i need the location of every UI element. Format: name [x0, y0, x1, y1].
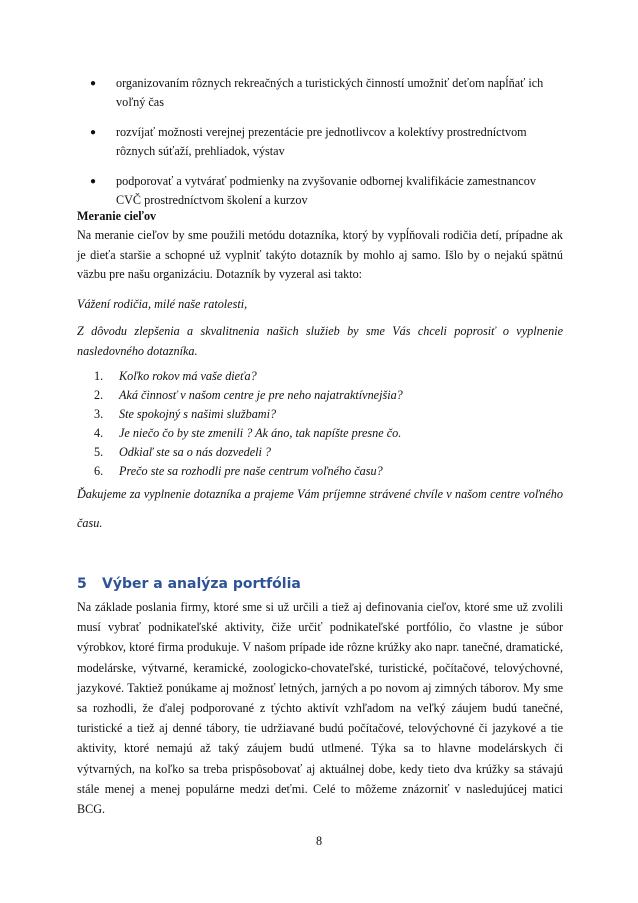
question-item: [94, 462, 534, 481]
question-text: Koľko rokov má vaše dieťa?: [119, 369, 257, 383]
question-text: Aká činnosť v našom centre je pre neho najatraktívnejšia?: [119, 388, 403, 402]
section-number: 5: [77, 576, 87, 592]
bullet-item: [90, 172, 560, 210]
question-item: [94, 443, 534, 462]
questionnaire-thanks: Ďakujeme za vyplnenie dotazníka a prajeme Vám príjemne strávené chvíle v našom centre voľného času.: [77, 487, 563, 530]
question-number: 2.: [94, 388, 104, 402]
bullet-list: [90, 74, 560, 221]
bullet-text: podporovať a vytvárať podmienky na zvyšovanie odbornej kvalifikácie zamestnancov CVČ prostredníctvom školení a kurzov: [116, 174, 536, 207]
bullet-text: organizovaním rôznych rekreačných a turistických činností umožniť deťom napĺňať ich voľný čas: [116, 76, 544, 109]
measurement-paragraph: Na meranie cieľov by sme použili metódu dotazníka, ktorý by vypĺňovali rodičia detí, prípadne ak je dieťa staršie a schopné už vyplniť takýto dotazník by mohlo aj samo. Išlo by o nejakú spätnú väzbu pre našu organizáciu. Dotazník by vyzeral asi takto:: [77, 228, 563, 281]
bullet-text: rozvíjať možnosti verejnej prezentácie pre jednotlivcov a kolektívy prostredníctvom rôznych súťaží, prehliadok, výstav: [116, 125, 527, 158]
bullet-dot-icon: ●: [90, 127, 97, 138]
question-item: [94, 424, 534, 443]
bullet-dot-icon: ●: [90, 78, 97, 89]
question-text: Ste spokojný s našimi službami?: [119, 407, 277, 421]
section-title: Výber a analýza portfólia: [102, 576, 301, 592]
question-item: [94, 405, 534, 424]
measurement-heading: Meranie cieľov: [77, 209, 157, 223]
question-number: 5.: [94, 445, 104, 459]
bullet-item: [90, 123, 560, 161]
question-list: [94, 367, 534, 481]
question-text: Odkiaľ ste sa o nás dozvedeli ?: [119, 445, 272, 459]
questionnaire-greeting: Vážení rodičia, milé naše ratolesti,: [77, 297, 248, 311]
question-item: [94, 367, 534, 386]
question-number: 3.: [94, 407, 104, 421]
question-item: [94, 386, 534, 405]
questionnaire-intro: Z dôvodu zlepšenia a skvalitnenia našich služieb by sme Vás chceli poprosiť o vyplnenie nasledovného dotazníka.: [77, 324, 563, 358]
question-number: 1.: [94, 369, 104, 383]
question-number: 4.: [94, 426, 104, 440]
section-heading: [77, 573, 563, 595]
question-number: 6.: [94, 464, 104, 478]
measurement-section: [77, 207, 563, 285]
section-paragraph: Na základe poslania firmy, ktoré sme si už určili a tiež aj definovania cieľov, ktoré sme už zvolili musí vybrať podnikateľské aktivity, čiže určiť podnikateľské portfólio, čo vlastne je súbor výrobkov, ktoré firma produkuje. V našom prípade ide rôzne krúžky ako napr. tanečné, dramatické, modelárske, výtvarné, keramické, zoologicko-chovateľské, turistické, počítačové, telovýchovné, jazykové. Taktiež ponúkame aj možnosť letných, jarných a po novom aj zimných táborov. My sme sa rozhodli, že ďalej podporované z týchto aktivít vzhľadom na veľký záujem budú tanečné, turistické a tiež aj denné tábory, tie udržiavané budú počítačové, telovýchovné či jazykové a tie aktivity, ktoré nemajú až taký záujem budú utlmené. Týka sa to hlavne modelárskych či výtvarných, na koľko sa treba prispôsobovať aj aktuálnej dobe, kedy tieto dva krúžky sa stávajú stále menej a menej populárne medzi deťmi. Celé to môžeme znázorniť v nasledujúcej matici BCG.: [77, 600, 563, 817]
bullet-dot-icon: ●: [90, 176, 97, 187]
page-number: 8: [315, 834, 323, 848]
question-text: Je niečo čo by ste zmenili ? Ak áno, tak napíšte presne čo.: [119, 426, 402, 440]
bullet-item: [90, 74, 560, 112]
question-text: Prečo ste sa rozhodli pre naše centrum voľného času?: [119, 464, 383, 478]
